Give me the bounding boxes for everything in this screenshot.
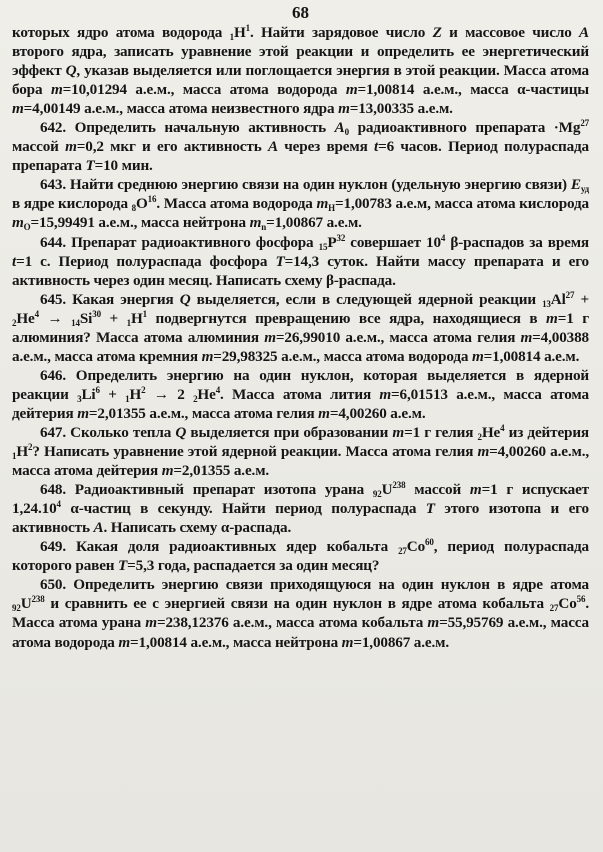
problem-644: 644. Препарат радиоактивного фосфора $_{15}P^{32}$ совершает $10^4$ β-распадов за время t=1 с. Период полураспада фосфора T=14,3 суток. Найти массу препарата и его активность через один месяц. Написать схему β-распада.: [12, 232, 590, 289]
problem-650: 650. Определить энергию связи приходящуюся на один нуклон в ядре атома $_{92}U^{238}$ и сравнить ее с энергией связи на один нуклон в ядре атома кобальта $_{27}Co^{56}$. Масса атома урана m=238,12376 а.е.м., масса атома кобальта m=55,95769 а.е.м., масса атома водорода m=1,00814 а.е.м., масса нейтрона m=1,00867 а.е.м.: [12, 576, 589, 651]
problem-643: 643. Найти среднюю энергию связи на один нуклон (удельную энергию связи) $E_{уд}$ в ядре кислорода $_8O^{16}$. Масса атома водорода $m_H=1,00783$ а.е.м, масса атома кислорода $m_O=15,99491$ а.е.м., масса нейтрона $m_n=1,00867$ а.е.м.: [12, 176, 590, 233]
problem-648: 648. Радиоактивный препарат изотопа урана $_{92}U^{238}$ массой m=1 г испускает 1,24.10$^4$ α-частиц в секунду. Найти период полураспада T этого изотопа и его активность A. Написать схему α-распада.: [12, 480, 589, 537]
problem-641-tail: которых ядро атома водорода $_1H^1$. Найти зарядовое число Z и массовое число A второго ядра, записать уравнение этой реакции и определить ее энергетический эффект Q, указав выделяется или поглощается энергия в этой реакции. Масса атома бора m=10,01294 а.е.м., масса атома водорода m=1,00814 а.е.м., масса α-частицы m=4,00149 а.е.м., масса атома неизвестного ядра m=13,00335 а.е.м.: [12, 23, 590, 118]
problem-645: 645. Какая энергия Q выделяется, если в следующей ядерной реакции $_{13}Al^{27} + _2He^4 \to _{14}Si^{30} + _1H^1$ подвергнутся превращению все ядра, находящиеся в m=1 г алюминия? Масса атома алюминия m=26,99010 а.е.м., масса атома гелия m=4,00388 а.е.м., масса атома кремния m=29,98325 а.е.м., масса атома водорода m=1,00814 а.е.м.: [12, 289, 589, 365]
problem-649: 649. Какая доля радиоактивных ядер кобальта $_{27}Co^{60}$, период полураспада которого равен T=5,3 года, распадается за один месяц?: [12, 537, 589, 575]
problem-text: [12, 23, 589, 652]
page-number: 68: [292, 3, 309, 22]
problem-642: 642. Определить начальную активность $A_0$ радиоактивного препарата $\cdot Mg^{27}$ массой m=0,2 мкг и его активность A через время t=6 часов. Период полураспада препарата T=10 мин.: [12, 118, 590, 175]
problem-647: 647. Сколько тепла Q выделяется при образовании m=1 г гелия $_2He^4$ из дейтерия $_1H^2$? Написать уравнение этой ядерной реакции. Масса атома гелия m=4,00260 а.е.м., масса атома дейтерия m=2,01355 а.е.м.: [12, 422, 589, 480]
problem-646: 646. Определить энергию на один нуклон, которая выделяется в ядерной реакции $_3Li^6 + _1H^2 \to 2$ $_2He^4$. Масса атома лития m=6,01513 а.е.м., масса атома дейтерия m=2,01355 а.е.м., масса атома гелия m=4,00260 а.е.м.: [12, 366, 589, 422]
